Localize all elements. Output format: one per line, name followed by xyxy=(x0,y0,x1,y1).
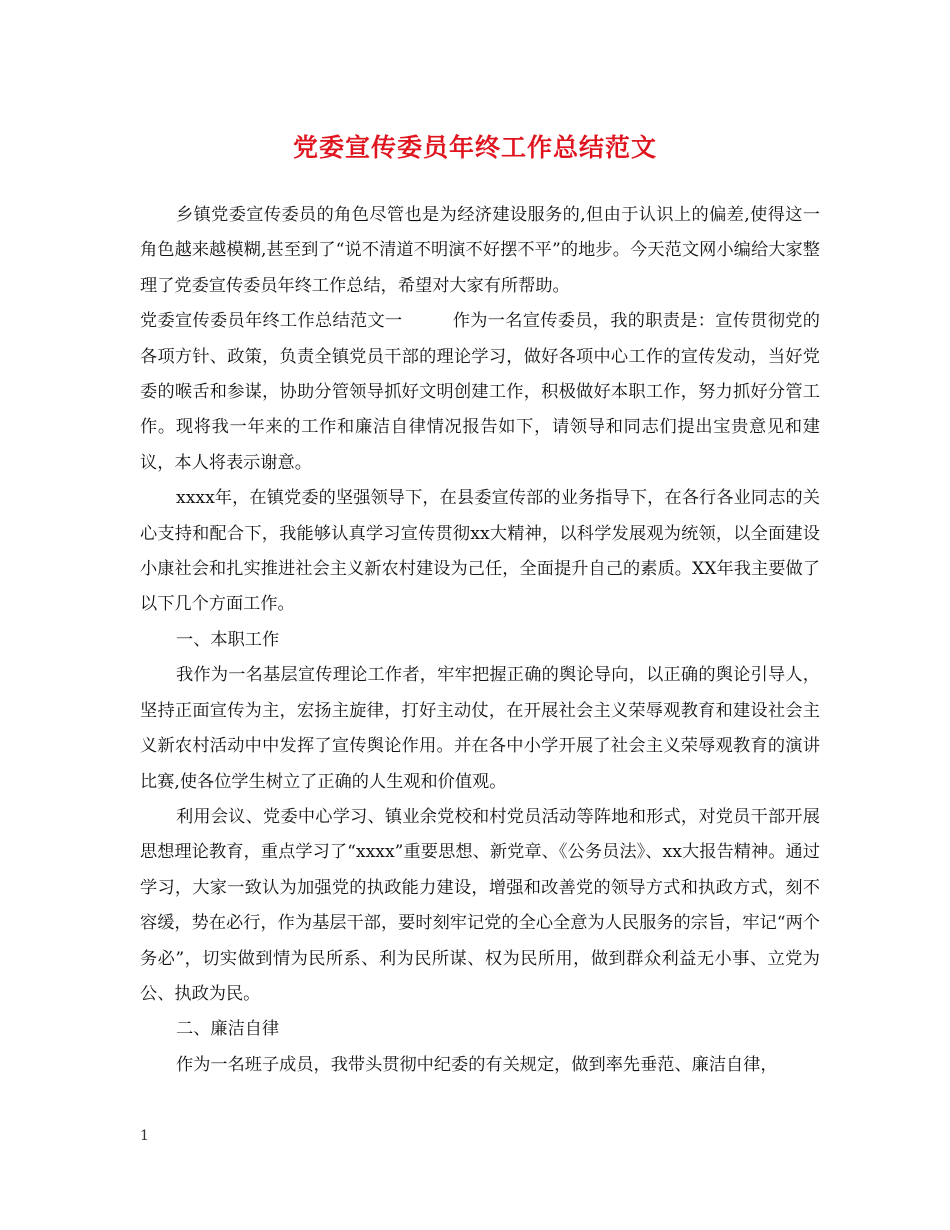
paragraph-year-summary: xxxx年，在镇党委的坚强领导下，在县委宣传部的业务指导下，在各行各业同志的关心支持和配合下，我能够认真学习宣传贯彻xx大精神，以科学发展观为统领，以全面建设小康社会和扎实推进社会主义新农村建设为己任，全面提升自己的素质。XX年我主要做了以下几个方面工作。 xyxy=(140,488,820,615)
document-title: 党委宣传委员年终工作总结范文 xyxy=(292,133,657,162)
heading-section-two: 二、廉洁自律 xyxy=(176,1019,280,1040)
subtitle-example-one: 党委宣传委员年终工作总结范文一 xyxy=(140,311,403,332)
paragraph-duties: 作为一名宣传委员，我的职责是：宣传贯彻党的各项方针、政策，负责全镇党员干部的理论学习，做好各项中心工作的宣传发动，当好党委的喉舌和参谋，协助分管领导抓好文明创建工作，积极做好本职工作，努力抓好分管工作。现将我一年来的工作和廉洁自律情况报告如下，请领导和同志们提出宝贵意见和建议，本人将表示谢意。 xyxy=(140,311,820,473)
paragraph-theory-education: 利用会议、党委中心学习、镇业余党校和村党员活动等阵地和形式，对党员干部开展思想理论教育，重点学习了“xxxx”重要思想、新党章、《公务员法》、xx大报告精神。通过学习，大家一致认为加强党的执政能力建设，增强和改善党的领导方式和执政方式，刻不容缓，势在必行，作为基层干部，要时刻牢记党的全心全意为人民服务的宗旨，牢记“两个务必”，切实做到情为民所系、利为民所谋、权为民所用，做到群众利益无小事、立党为公、执政为民。 xyxy=(140,806,820,1004)
paragraph-intro: 乡镇党委宣传委员的角色尽管也是为经济建设服务的,但由于认识上的偏差,使得这一角色越来越模糊,甚至到了“说不清道不明演不好摆不平”的地步。今天范文网小编给大家整理了党委宣传委员年终工作总结，希望对大家有所帮助。 xyxy=(140,205,820,296)
document-body xyxy=(140,198,820,1083)
paragraph-self-discipline: 作为一名班子成员，我带头贯彻中纪委的有关规定，做到率先垂范、廉洁自律， xyxy=(176,1054,778,1075)
heading-section-one: 一、本职工作 xyxy=(176,629,280,650)
paragraph-propaganda: 我作为一名基层宣传理论工作者，牢牢把握正确的舆论导向，以正确的舆论引导人，坚持正面宣传为主，宏扬主旋律，打好主动仗，在开展社会主义荣辱观教育和建设社会主义新农村活动中中发挥了宣传舆论作用。并在各中小学开展了社会主义荣辱观教育的演讲比赛,使各位学生树立了正确的人生观和价值观。 xyxy=(140,665,820,792)
page-number: 1 xyxy=(140,1128,149,1144)
paragraph-section-heading-1 xyxy=(140,304,820,481)
